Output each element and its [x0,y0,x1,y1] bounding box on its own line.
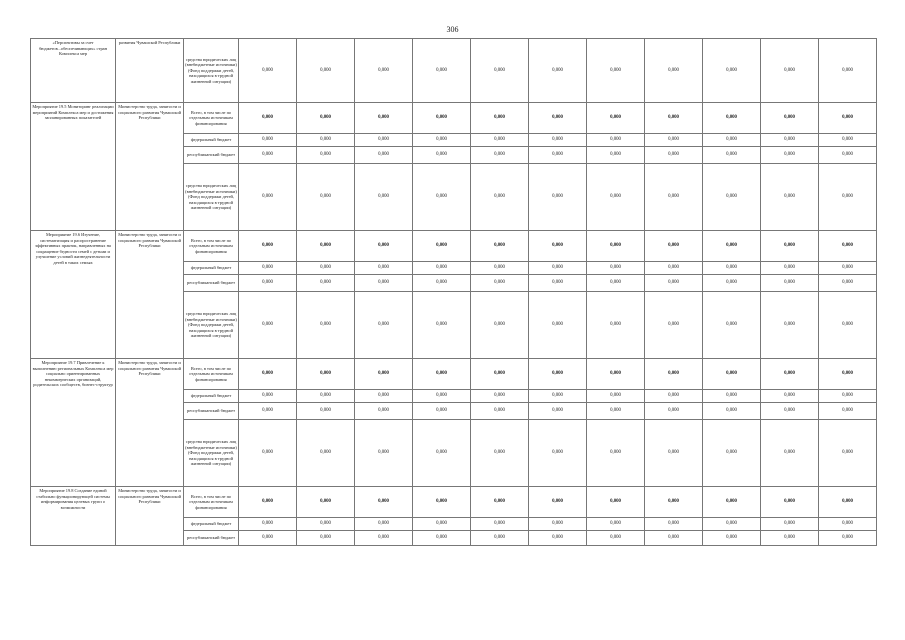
funding-source-cell: Всего, в том числе по отдельным источникам финансирования [184,103,239,134]
value-cell: 0,000 [297,531,355,546]
value-cell: 0,000 [819,147,877,164]
value-cell: 0,000 [703,420,761,487]
value-cell: 0,000 [645,518,703,531]
value-cell: 0,000 [413,403,471,420]
value-cell: 0,000 [413,390,471,403]
value-cell: 0,000 [297,134,355,147]
value-cell: 0,000 [355,262,413,275]
value-cell: 0,000 [819,403,877,420]
value-cell: 0,000 [413,231,471,262]
value-cell: 0,000 [413,103,471,134]
value-cell: 0,000 [761,275,819,292]
value-cell: 0,000 [471,134,529,147]
table-row [31,39,877,103]
value-cell: 0,000 [355,403,413,420]
value-cell: 0,000 [529,390,587,403]
value-cell: 0,000 [587,231,645,262]
value-cell: 0,000 [297,39,355,103]
value-cell: 0,000 [413,292,471,359]
value-cell: 0,000 [297,231,355,262]
value-cell: 0,000 [297,359,355,390]
value-cell: 0,000 [703,390,761,403]
value-cell: 0,000 [587,134,645,147]
value-cell: 0,000 [471,164,529,231]
funding-source-cell: федеральный бюджет [184,518,239,531]
value-cell: 0,000 [645,359,703,390]
value-cell: 0,000 [297,103,355,134]
value-cell: 0,000 [645,403,703,420]
measure-cell: Мероприятие 19.6 Изучение, систематизация и распространение эффективных практик, направленных на сокращение бедности семей с детьми и улучшение условий жизнедеятельности детей в таких семьях [31,231,116,359]
value-cell: 0,000 [413,359,471,390]
value-cell: 0,000 [355,359,413,390]
value-cell: 0,000 [529,531,587,546]
value-cell: 0,000 [239,359,297,390]
value-cell: 0,000 [819,103,877,134]
value-cell: 0,000 [239,147,297,164]
value-cell: 0,000 [239,231,297,262]
value-cell: 0,000 [703,262,761,275]
value-cell: 0,000 [761,487,819,518]
value-cell: 0,000 [703,403,761,420]
value-cell: 0,000 [413,420,471,487]
funding-source-cell: Всего, в том числе по отдельным источникам финансирования [184,487,239,518]
value-cell: 0,000 [239,518,297,531]
value-cell: 0,000 [471,275,529,292]
value-cell: 0,000 [703,134,761,147]
funding-source-cell: средства юридических лиц (внебюджетные источники) (Фонд поддержки детей, находящихся в трудной жизненной ситуации) [184,164,239,231]
value-cell: 0,000 [297,147,355,164]
value-cell: 0,000 [587,420,645,487]
value-cell: 0,000 [703,147,761,164]
executor-cell: Министерство труда, занятости и социального развития Чувашской Республики [116,231,184,359]
value-cell: 0,000 [297,518,355,531]
value-cell: 0,000 [761,262,819,275]
value-cell: 0,000 [587,262,645,275]
value-cell: 0,000 [413,39,471,103]
value-cell: 0,000 [761,231,819,262]
value-cell: 0,000 [761,359,819,390]
value-cell: 0,000 [239,103,297,134]
value-cell: 0,000 [703,164,761,231]
page-number: 306 [446,25,459,34]
value-cell: 0,000 [761,390,819,403]
value-cell: 0,000 [761,147,819,164]
value-cell: 0,000 [239,420,297,487]
value-cell: 0,000 [297,420,355,487]
value-cell: 0,000 [413,518,471,531]
value-cell: 0,000 [529,103,587,134]
table-row [31,231,877,262]
executor-cell: Министерство труда, занятости и социального развития Чувашской Республики [116,359,184,487]
value-cell: 0,000 [761,134,819,147]
executor-cell: развития Чувашской Республики [116,39,184,103]
value-cell: 0,000 [587,487,645,518]
value-cell: 0,000 [529,231,587,262]
value-cell: 0,000 [645,420,703,487]
funding-source-cell: республиканский бюджет [184,275,239,292]
value-cell: 0,000 [413,275,471,292]
value-cell: 0,000 [529,134,587,147]
value-cell: 0,000 [819,39,877,103]
value-cell: 0,000 [645,164,703,231]
value-cell: 0,000 [645,487,703,518]
value-cell: 0,000 [529,487,587,518]
value-cell: 0,000 [413,531,471,546]
value-cell: 0,000 [529,262,587,275]
value-cell: 0,000 [645,134,703,147]
value-cell: 0,000 [471,262,529,275]
value-cell: 0,000 [471,487,529,518]
value-cell: 0,000 [703,231,761,262]
value-cell: 0,000 [297,292,355,359]
value-cell: 0,000 [355,275,413,292]
funding-source-cell: средства юридических лиц (внебюджетные источники) (Фонд поддержки детей, находящихся в трудной жизненной ситуации) [184,420,239,487]
value-cell: 0,000 [297,487,355,518]
value-cell: 0,000 [529,147,587,164]
value-cell: 0,000 [819,164,877,231]
funding-source-cell: средства юридических лиц (внебюджетные источники) (Фонд поддержки детей, находящихся в трудной жизненной ситуации) [184,292,239,359]
value-cell: 0,000 [471,103,529,134]
value-cell: 0,000 [471,531,529,546]
value-cell: 0,000 [529,164,587,231]
value-cell: 0,000 [587,359,645,390]
value-cell: 0,000 [703,531,761,546]
value-cell: 0,000 [645,39,703,103]
value-cell: 0,000 [239,262,297,275]
value-cell: 0,000 [819,390,877,403]
table-row [31,103,877,134]
value-cell: 0,000 [355,292,413,359]
value-cell: 0,000 [645,531,703,546]
executor-cell: Министерство труда, занятости и социального развития Чувашской Республики [116,487,184,546]
value-cell: 0,000 [819,231,877,262]
value-cell: 0,000 [297,164,355,231]
value-cell: 0,000 [239,487,297,518]
value-cell: 0,000 [413,134,471,147]
funding-source-cell: республиканский бюджет [184,147,239,164]
value-cell: 0,000 [529,420,587,487]
funding-source-cell: федеральный бюджет [184,390,239,403]
value-cell: 0,000 [819,359,877,390]
value-cell: 0,000 [703,359,761,390]
measure-cell: Мероприятие 19.8 Создание единой стабильно функционирующей системы информирования целевых групп о возможности [31,487,116,546]
value-cell: 0,000 [587,403,645,420]
value-cell: 0,000 [703,275,761,292]
value-cell: 0,000 [355,134,413,147]
value-cell: 0,000 [587,292,645,359]
value-cell: 0,000 [471,292,529,359]
value-cell: 0,000 [239,292,297,359]
value-cell: 0,000 [355,487,413,518]
value-cell: 0,000 [703,39,761,103]
executor-cell: Министерство труда, занятости и социального развития Чувашской Республики [116,103,184,231]
funding-source-cell: республиканский бюджет [184,403,239,420]
value-cell: 0,000 [587,275,645,292]
value-cell: 0,000 [529,292,587,359]
value-cell: 0,000 [529,518,587,531]
value-cell: 0,000 [471,518,529,531]
value-cell: 0,000 [761,292,819,359]
value-cell: 0,000 [529,275,587,292]
value-cell: 0,000 [239,403,297,420]
value-cell: 0,000 [819,262,877,275]
value-cell: 0,000 [297,262,355,275]
table-row [31,487,877,518]
value-cell: 0,000 [355,420,413,487]
value-cell: 0,000 [645,147,703,164]
value-cell: 0,000 [471,147,529,164]
value-cell: 0,000 [703,103,761,134]
value-cell: 0,000 [587,147,645,164]
value-cell: 0,000 [413,147,471,164]
value-cell: 0,000 [529,39,587,103]
value-cell: 0,000 [587,39,645,103]
value-cell: 0,000 [703,292,761,359]
value-cell: 0,000 [645,103,703,134]
value-cell: 0,000 [819,420,877,487]
value-cell: 0,000 [761,420,819,487]
value-cell: 0,000 [471,390,529,403]
value-cell: 0,000 [355,164,413,231]
value-cell: 0,000 [239,531,297,546]
value-cell: 0,000 [239,134,297,147]
value-cell: 0,000 [587,531,645,546]
measure-cell: Мероприятие 19.5 Мониторинг реализации мероприятий Комплекса мер и достижения запланированных показателей [31,103,116,231]
value-cell: 0,000 [471,359,529,390]
table-row [31,359,877,390]
value-cell: 0,000 [761,531,819,546]
value-cell: 0,000 [355,103,413,134]
value-cell: 0,000 [413,262,471,275]
value-cell: 0,000 [413,164,471,231]
funding-source-cell: республиканский бюджет [184,531,239,546]
funding-source-cell: средства юридических лиц (внебюджетные источники) (Фонд поддержки детей, находящихся в трудной жизненной ситуации) [184,39,239,103]
value-cell: 0,000 [297,390,355,403]
funding-source-cell: Всего, в том числе по отдельным источникам финансирования [184,231,239,262]
value-cell: 0,000 [529,359,587,390]
table-body [31,39,877,546]
value-cell: 0,000 [645,292,703,359]
value-cell: 0,000 [645,275,703,292]
value-cell: 0,000 [355,390,413,403]
value-cell: 0,000 [819,487,877,518]
value-cell: 0,000 [297,403,355,420]
value-cell: 0,000 [355,147,413,164]
measure-cell: «Перспективы за счет бюджетов...обеспечивающих» стран Комплекса мер [31,39,116,103]
value-cell: 0,000 [761,403,819,420]
value-cell: 0,000 [239,390,297,403]
value-cell: 0,000 [471,420,529,487]
value-cell: 0,000 [587,518,645,531]
value-cell: 0,000 [239,164,297,231]
value-cell: 0,000 [645,390,703,403]
value-cell: 0,000 [761,103,819,134]
value-cell: 0,000 [819,275,877,292]
value-cell: 0,000 [471,39,529,103]
value-cell: 0,000 [645,231,703,262]
value-cell: 0,000 [355,518,413,531]
value-cell: 0,000 [819,518,877,531]
value-cell: 0,000 [761,164,819,231]
value-cell: 0,000 [297,275,355,292]
value-cell: 0,000 [819,134,877,147]
funding-source-cell: Всего, в том числе по отдельным источникам финансирования [184,359,239,390]
value-cell: 0,000 [819,292,877,359]
value-cell: 0,000 [355,531,413,546]
value-cell: 0,000 [587,103,645,134]
value-cell: 0,000 [355,231,413,262]
value-cell: 0,000 [239,275,297,292]
value-cell: 0,000 [471,403,529,420]
value-cell: 0,000 [587,164,645,231]
value-cell: 0,000 [355,39,413,103]
value-cell: 0,000 [587,390,645,403]
value-cell: 0,000 [703,487,761,518]
value-cell: 0,000 [413,487,471,518]
value-cell: 0,000 [819,531,877,546]
value-cell: 0,000 [529,403,587,420]
measure-cell: Мероприятие 19.7 Привлечение к выполнению региональных Комплекса мер социально ориентированных некоммерческих организаций, родительских сообществ, бизнес-структур [31,359,116,487]
value-cell: 0,000 [703,518,761,531]
funding-source-cell: федеральный бюджет [184,134,239,147]
value-cell: 0,000 [761,39,819,103]
value-cell: 0,000 [471,231,529,262]
funding-source-cell: федеральный бюджет [184,262,239,275]
value-cell: 0,000 [239,39,297,103]
value-cell: 0,000 [761,518,819,531]
value-cell: 0,000 [645,262,703,275]
budget-table [30,38,877,546]
